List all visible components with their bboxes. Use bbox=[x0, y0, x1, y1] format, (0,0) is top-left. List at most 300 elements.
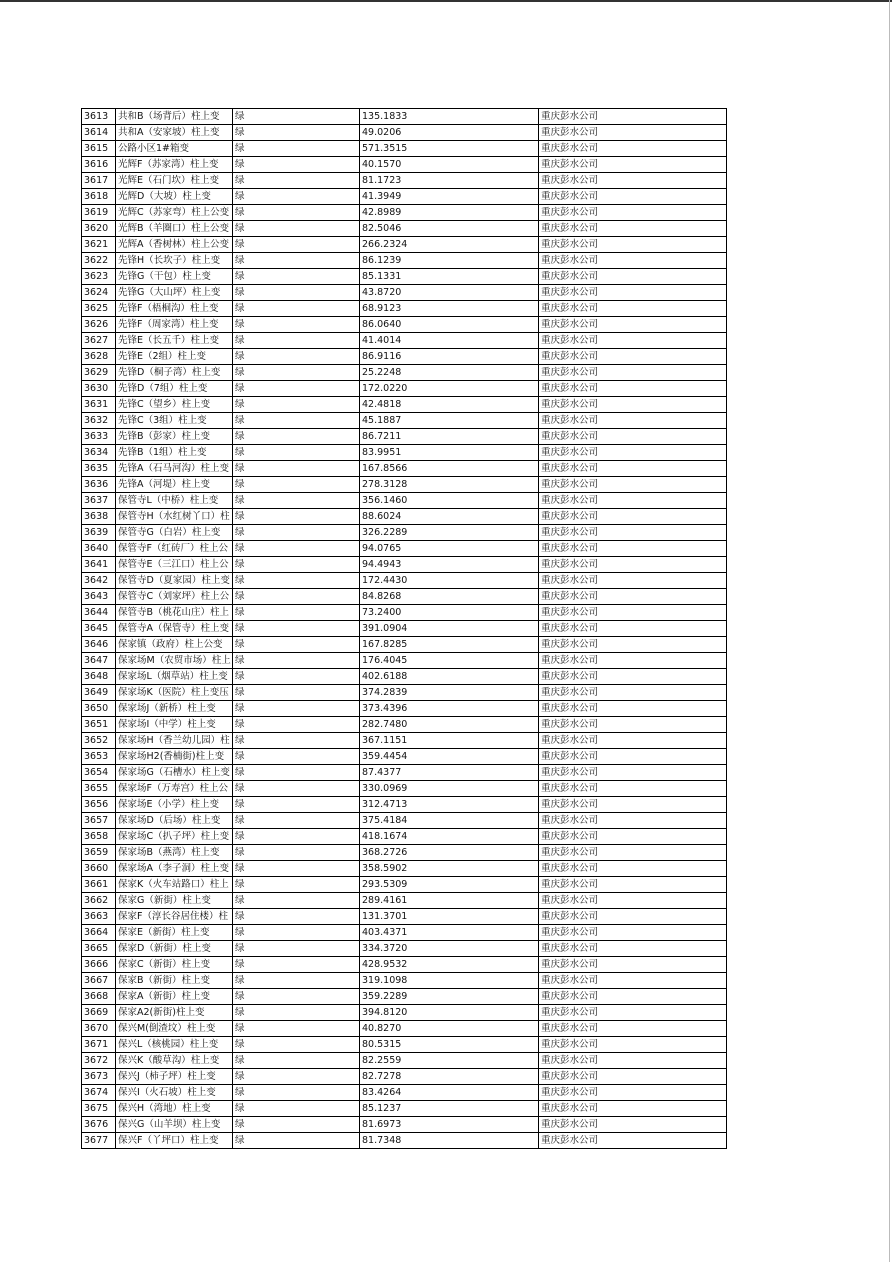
transformer-name-cell: 保兴M(倒渣坟）柱上变 bbox=[116, 1021, 233, 1037]
load-value-cell: 167.8285 bbox=[360, 637, 539, 653]
transformer-name-cell: 保管寺L（中桥）柱上变 bbox=[116, 493, 233, 509]
row-id-cell: 3643 bbox=[82, 589, 116, 605]
company-name-cell: 重庆彭水公司 bbox=[539, 285, 727, 301]
company-name-cell: 重庆彭水公司 bbox=[539, 157, 727, 173]
load-value-cell: 85.1237 bbox=[360, 1101, 539, 1117]
load-value-cell: 83.4264 bbox=[360, 1085, 539, 1101]
transformer-name-cell: 保兴F（丫坪口）柱上变 bbox=[116, 1133, 233, 1149]
row-id-cell: 3653 bbox=[82, 749, 116, 765]
status-color-cell: 绿 bbox=[233, 269, 360, 285]
row-id-cell: 3663 bbox=[82, 909, 116, 925]
transformer-name-cell: 保家场F（万寿宫）柱上公 bbox=[116, 781, 233, 797]
status-color-cell: 绿 bbox=[233, 397, 360, 413]
transformer-name-cell: 先锋E（2组）柱上变 bbox=[116, 349, 233, 365]
status-color-cell: 绿 bbox=[233, 797, 360, 813]
transformer-name-cell: 保兴L（核桃园）柱上变 bbox=[116, 1037, 233, 1053]
row-id-cell: 3673 bbox=[82, 1069, 116, 1085]
row-id-cell: 3622 bbox=[82, 253, 116, 269]
status-color-cell: 绿 bbox=[233, 381, 360, 397]
transformer-name-cell: 光辉C（苏家弯）柱上公变 bbox=[116, 205, 233, 221]
status-color-cell: 绿 bbox=[233, 253, 360, 269]
company-name-cell: 重庆彭水公司 bbox=[539, 877, 727, 893]
row-id-cell: 3665 bbox=[82, 941, 116, 957]
status-color-cell: 绿 bbox=[233, 1021, 360, 1037]
table-row bbox=[82, 237, 727, 253]
table-row bbox=[82, 973, 727, 989]
transformer-name-cell: 保家场M（农贸市场）柱上 bbox=[116, 653, 233, 669]
row-id-cell: 3615 bbox=[82, 141, 116, 157]
status-color-cell: 绿 bbox=[233, 173, 360, 189]
status-color-cell: 绿 bbox=[233, 669, 360, 685]
table-row bbox=[82, 381, 727, 397]
row-id-cell: 3633 bbox=[82, 429, 116, 445]
transformer-name-cell: 保家F（淳长谷居住楼）柱 bbox=[116, 909, 233, 925]
load-value-cell: 293.5309 bbox=[360, 877, 539, 893]
row-id-cell: 3625 bbox=[82, 301, 116, 317]
company-name-cell: 重庆彭水公司 bbox=[539, 269, 727, 285]
load-value-cell: 571.3515 bbox=[360, 141, 539, 157]
load-value-cell: 266.2324 bbox=[360, 237, 539, 253]
transformer-name-cell: 先锋H（长坎子）柱上变 bbox=[116, 253, 233, 269]
table-row bbox=[82, 781, 727, 797]
company-name-cell: 重庆彭水公司 bbox=[539, 973, 727, 989]
status-color-cell: 绿 bbox=[233, 1101, 360, 1117]
table-row bbox=[82, 349, 727, 365]
table-row bbox=[82, 989, 727, 1005]
row-id-cell: 3677 bbox=[82, 1133, 116, 1149]
status-color-cell: 绿 bbox=[233, 653, 360, 669]
table-row bbox=[82, 621, 727, 637]
load-value-cell: 359.2289 bbox=[360, 989, 539, 1005]
status-color-cell: 绿 bbox=[233, 781, 360, 797]
table-row bbox=[82, 1005, 727, 1021]
load-value-cell: 403.4371 bbox=[360, 925, 539, 941]
table-row bbox=[82, 493, 727, 509]
row-id-cell: 3628 bbox=[82, 349, 116, 365]
status-color-cell: 绿 bbox=[233, 941, 360, 957]
load-value-cell: 135.1833 bbox=[360, 109, 539, 125]
transformer-name-cell: 光辉B（羊圈口）柱上公变 bbox=[116, 221, 233, 237]
company-name-cell: 重庆彭水公司 bbox=[539, 861, 727, 877]
load-value-cell: 94.0765 bbox=[360, 541, 539, 557]
table-row bbox=[82, 157, 727, 173]
company-name-cell: 重庆彭水公司 bbox=[539, 477, 727, 493]
status-color-cell: 绿 bbox=[233, 541, 360, 557]
company-name-cell: 重庆彭水公司 bbox=[539, 1037, 727, 1053]
row-id-cell: 3638 bbox=[82, 509, 116, 525]
load-value-cell: 358.5902 bbox=[360, 861, 539, 877]
status-color-cell: 绿 bbox=[233, 429, 360, 445]
company-name-cell: 重庆彭水公司 bbox=[539, 205, 727, 221]
row-id-cell: 3637 bbox=[82, 493, 116, 509]
status-color-cell: 绿 bbox=[233, 109, 360, 125]
table-row bbox=[82, 653, 727, 669]
transformer-name-cell: 保管寺E（三江口）柱上公 bbox=[116, 557, 233, 573]
transformer-name-cell: 先锋G（干包）柱上变 bbox=[116, 269, 233, 285]
row-id-cell: 3635 bbox=[82, 461, 116, 477]
transformer-name-cell: 保管寺A（保管寺）柱上变 bbox=[116, 621, 233, 637]
company-name-cell: 重庆彭水公司 bbox=[539, 605, 727, 621]
transformer-name-cell: 保家K（火车站路口）柱上 bbox=[116, 877, 233, 893]
table-row bbox=[82, 557, 727, 573]
row-id-cell: 3624 bbox=[82, 285, 116, 301]
transformer-name-cell: 光辉F（苏家湾）柱上变 bbox=[116, 157, 233, 173]
company-name-cell: 重庆彭水公司 bbox=[539, 941, 727, 957]
status-color-cell: 绿 bbox=[233, 509, 360, 525]
load-value-cell: 40.1570 bbox=[360, 157, 539, 173]
load-value-cell: 172.0220 bbox=[360, 381, 539, 397]
load-value-cell: 40.8270 bbox=[360, 1021, 539, 1037]
status-color-cell: 绿 bbox=[233, 765, 360, 781]
status-color-cell: 绿 bbox=[233, 589, 360, 605]
status-color-cell: 绿 bbox=[233, 685, 360, 701]
table-row bbox=[82, 829, 727, 845]
row-id-cell: 3634 bbox=[82, 445, 116, 461]
status-color-cell: 绿 bbox=[233, 989, 360, 1005]
load-value-cell: 359.4454 bbox=[360, 749, 539, 765]
transformer-name-cell: 保家B（新街）柱上变 bbox=[116, 973, 233, 989]
status-color-cell: 绿 bbox=[233, 317, 360, 333]
load-value-cell: 94.4943 bbox=[360, 557, 539, 573]
table-row bbox=[82, 925, 727, 941]
row-id-cell: 3649 bbox=[82, 685, 116, 701]
transformer-name-cell: 公路小区1#箱变 bbox=[116, 141, 233, 157]
load-value-cell: 81.1723 bbox=[360, 173, 539, 189]
status-color-cell: 绿 bbox=[233, 301, 360, 317]
load-value-cell: 85.1331 bbox=[360, 269, 539, 285]
table-row bbox=[82, 1021, 727, 1037]
company-name-cell: 重庆彭水公司 bbox=[539, 525, 727, 541]
company-name-cell: 重庆彭水公司 bbox=[539, 797, 727, 813]
load-value-cell: 45.1887 bbox=[360, 413, 539, 429]
load-value-cell: 88.6024 bbox=[360, 509, 539, 525]
table-row bbox=[82, 461, 727, 477]
company-name-cell: 重庆彭水公司 bbox=[539, 1005, 727, 1021]
load-value-cell: 172.4430 bbox=[360, 573, 539, 589]
load-value-cell: 87.4377 bbox=[360, 765, 539, 781]
status-color-cell: 绿 bbox=[233, 221, 360, 237]
status-color-cell: 绿 bbox=[233, 1085, 360, 1101]
company-name-cell: 重庆彭水公司 bbox=[539, 365, 727, 381]
row-id-cell: 3674 bbox=[82, 1085, 116, 1101]
company-name-cell: 重庆彭水公司 bbox=[539, 253, 727, 269]
table-row bbox=[82, 877, 727, 893]
load-value-cell: 41.4014 bbox=[360, 333, 539, 349]
company-name-cell: 重庆彭水公司 bbox=[539, 781, 727, 797]
company-name-cell: 重庆彭水公司 bbox=[539, 829, 727, 845]
table-row bbox=[82, 317, 727, 333]
status-color-cell: 绿 bbox=[233, 717, 360, 733]
row-id-cell: 3630 bbox=[82, 381, 116, 397]
transformer-name-cell: 先锋D（7组）柱上变 bbox=[116, 381, 233, 397]
row-id-cell: 3662 bbox=[82, 893, 116, 909]
row-id-cell: 3617 bbox=[82, 173, 116, 189]
company-name-cell: 重庆彭水公司 bbox=[539, 189, 727, 205]
table-row bbox=[82, 765, 727, 781]
table-row bbox=[82, 205, 727, 221]
company-name-cell: 重庆彭水公司 bbox=[539, 621, 727, 637]
company-name-cell: 重庆彭水公司 bbox=[539, 669, 727, 685]
load-value-cell: 68.9123 bbox=[360, 301, 539, 317]
row-id-cell: 3659 bbox=[82, 845, 116, 861]
transformer-name-cell: 保家A（新街）柱上变 bbox=[116, 989, 233, 1005]
status-color-cell: 绿 bbox=[233, 829, 360, 845]
company-name-cell: 重庆彭水公司 bbox=[539, 429, 727, 445]
table-row bbox=[82, 861, 727, 877]
load-value-cell: 81.6973 bbox=[360, 1117, 539, 1133]
table-row bbox=[82, 909, 727, 925]
row-id-cell: 3616 bbox=[82, 157, 116, 173]
transformer-name-cell: 保家场K（医院）柱上变压 bbox=[116, 685, 233, 701]
table-row bbox=[82, 637, 727, 653]
table-row bbox=[82, 893, 727, 909]
company-name-cell: 重庆彭水公司 bbox=[539, 989, 727, 1005]
status-color-cell: 绿 bbox=[233, 845, 360, 861]
company-name-cell: 重庆彭水公司 bbox=[539, 765, 727, 781]
transformer-name-cell: 保家D（新街）柱上变 bbox=[116, 941, 233, 957]
load-value-cell: 330.0969 bbox=[360, 781, 539, 797]
row-id-cell: 3626 bbox=[82, 317, 116, 333]
transformer-name-cell: 保管寺C（刘家坪）柱上公 bbox=[116, 589, 233, 605]
table-row bbox=[82, 173, 727, 189]
load-value-cell: 80.5315 bbox=[360, 1037, 539, 1053]
transformer-name-cell: 保家G（新街）柱上变 bbox=[116, 893, 233, 909]
row-id-cell: 3623 bbox=[82, 269, 116, 285]
load-value-cell: 82.7278 bbox=[360, 1069, 539, 1085]
company-name-cell: 重庆彭水公司 bbox=[539, 573, 727, 589]
table-row bbox=[82, 253, 727, 269]
status-color-cell: 绿 bbox=[233, 605, 360, 621]
table-row bbox=[82, 733, 727, 749]
row-id-cell: 3671 bbox=[82, 1037, 116, 1053]
status-color-cell: 绿 bbox=[233, 925, 360, 941]
status-color-cell: 绿 bbox=[233, 973, 360, 989]
company-name-cell: 重庆彭水公司 bbox=[539, 221, 727, 237]
company-name-cell: 重庆彭水公司 bbox=[539, 333, 727, 349]
table-row bbox=[82, 269, 727, 285]
status-color-cell: 绿 bbox=[233, 1005, 360, 1021]
company-name-cell: 重庆彭水公司 bbox=[539, 445, 727, 461]
table-row bbox=[82, 749, 727, 765]
transformer-name-cell: 保家A2(新街)柱上变 bbox=[116, 1005, 233, 1021]
company-name-cell: 重庆彭水公司 bbox=[539, 925, 727, 941]
transformer-name-cell: 保家场H（香兰幼儿园）柱 bbox=[116, 733, 233, 749]
status-color-cell: 绿 bbox=[233, 125, 360, 141]
table-row bbox=[82, 685, 727, 701]
status-color-cell: 绿 bbox=[233, 877, 360, 893]
table-row bbox=[82, 365, 727, 381]
transformer-name-cell: 保兴H（湾地）柱上变 bbox=[116, 1101, 233, 1117]
load-value-cell: 356.1460 bbox=[360, 493, 539, 509]
page-top-border bbox=[0, 0, 892, 2]
transformer-name-cell: 保兴I（火石坡）柱上变 bbox=[116, 1085, 233, 1101]
load-value-cell: 25.2248 bbox=[360, 365, 539, 381]
company-name-cell: 重庆彭水公司 bbox=[539, 845, 727, 861]
load-value-cell: 81.7348 bbox=[360, 1133, 539, 1149]
company-name-cell: 重庆彭水公司 bbox=[539, 109, 727, 125]
load-value-cell: 334.3720 bbox=[360, 941, 539, 957]
table-row bbox=[82, 941, 727, 957]
transformer-name-cell: 先锋F（梧桐沟）柱上变 bbox=[116, 301, 233, 317]
company-name-cell: 重庆彭水公司 bbox=[539, 1021, 727, 1037]
row-id-cell: 3644 bbox=[82, 605, 116, 621]
transformer-name-cell: 保管寺B（桃花山庄）柱上 bbox=[116, 605, 233, 621]
load-value-cell: 82.5046 bbox=[360, 221, 539, 237]
company-name-cell: 重庆彭水公司 bbox=[539, 749, 727, 765]
table-row bbox=[82, 429, 727, 445]
transformer-name-cell: 先锋B（1组）柱上变 bbox=[116, 445, 233, 461]
row-id-cell: 3658 bbox=[82, 829, 116, 845]
transformer-name-cell: 保家场J（新桥）柱上变 bbox=[116, 701, 233, 717]
status-color-cell: 绿 bbox=[233, 157, 360, 173]
transformer-name-cell: 保家场E（小学）柱上变 bbox=[116, 797, 233, 813]
row-id-cell: 3620 bbox=[82, 221, 116, 237]
company-name-cell: 重庆彭水公司 bbox=[539, 397, 727, 413]
status-color-cell: 绿 bbox=[233, 493, 360, 509]
company-name-cell: 重庆彭水公司 bbox=[539, 125, 727, 141]
row-id-cell: 3621 bbox=[82, 237, 116, 253]
table-row bbox=[82, 605, 727, 621]
table-row bbox=[82, 285, 727, 301]
company-name-cell: 重庆彭水公司 bbox=[539, 461, 727, 477]
load-value-cell: 167.8566 bbox=[360, 461, 539, 477]
row-id-cell: 3654 bbox=[82, 765, 116, 781]
transformer-name-cell: 先锋D（桐子湾）柱上变 bbox=[116, 365, 233, 381]
company-name-cell: 重庆彭水公司 bbox=[539, 893, 727, 909]
load-value-cell: 374.2839 bbox=[360, 685, 539, 701]
transformer-name-cell: 保家场B（燕湾）柱上变 bbox=[116, 845, 233, 861]
load-value-cell: 326.2289 bbox=[360, 525, 539, 541]
status-color-cell: 绿 bbox=[233, 637, 360, 653]
table-row bbox=[82, 189, 727, 205]
status-color-cell: 绿 bbox=[233, 557, 360, 573]
row-id-cell: 3627 bbox=[82, 333, 116, 349]
row-id-cell: 3629 bbox=[82, 365, 116, 381]
table-row bbox=[82, 525, 727, 541]
load-value-cell: 42.4818 bbox=[360, 397, 539, 413]
table-row bbox=[82, 477, 727, 493]
status-color-cell: 绿 bbox=[233, 701, 360, 717]
load-value-cell: 82.2559 bbox=[360, 1053, 539, 1069]
row-id-cell: 3655 bbox=[82, 781, 116, 797]
table-row bbox=[82, 797, 727, 813]
status-color-cell: 绿 bbox=[233, 749, 360, 765]
status-color-cell: 绿 bbox=[233, 733, 360, 749]
load-value-cell: 319.1098 bbox=[360, 973, 539, 989]
row-id-cell: 3676 bbox=[82, 1117, 116, 1133]
load-value-cell: 394.8120 bbox=[360, 1005, 539, 1021]
row-id-cell: 3672 bbox=[82, 1053, 116, 1069]
status-color-cell: 绿 bbox=[233, 957, 360, 973]
table-row bbox=[82, 813, 727, 829]
load-value-cell: 73.2400 bbox=[360, 605, 539, 621]
load-value-cell: 86.1239 bbox=[360, 253, 539, 269]
table-row bbox=[82, 1101, 727, 1117]
row-id-cell: 3613 bbox=[82, 109, 116, 125]
company-name-cell: 重庆彭水公司 bbox=[539, 717, 727, 733]
row-id-cell: 3666 bbox=[82, 957, 116, 973]
company-name-cell: 重庆彭水公司 bbox=[539, 349, 727, 365]
status-color-cell: 绿 bbox=[233, 477, 360, 493]
status-color-cell: 绿 bbox=[233, 1037, 360, 1053]
load-value-cell: 391.0904 bbox=[360, 621, 539, 637]
transformer-name-cell: 先锋A（石马河沟）柱上变 bbox=[116, 461, 233, 477]
table-row bbox=[82, 541, 727, 557]
load-value-cell: 282.7480 bbox=[360, 717, 539, 733]
load-value-cell: 42.8989 bbox=[360, 205, 539, 221]
company-name-cell: 重庆彭水公司 bbox=[539, 381, 727, 397]
transformer-name-cell: 保家C（新街）柱上变 bbox=[116, 957, 233, 973]
load-value-cell: 375.4184 bbox=[360, 813, 539, 829]
status-color-cell: 绿 bbox=[233, 333, 360, 349]
row-id-cell: 3670 bbox=[82, 1021, 116, 1037]
row-id-cell: 3656 bbox=[82, 797, 116, 813]
table-row bbox=[82, 445, 727, 461]
load-value-cell: 86.7211 bbox=[360, 429, 539, 445]
table-row bbox=[82, 221, 727, 237]
status-color-cell: 绿 bbox=[233, 237, 360, 253]
status-color-cell: 绿 bbox=[233, 861, 360, 877]
load-value-cell: 84.8268 bbox=[360, 589, 539, 605]
row-id-cell: 3657 bbox=[82, 813, 116, 829]
company-name-cell: 重庆彭水公司 bbox=[539, 141, 727, 157]
load-value-cell: 373.4396 bbox=[360, 701, 539, 717]
status-color-cell: 绿 bbox=[233, 445, 360, 461]
company-name-cell: 重庆彭水公司 bbox=[539, 1053, 727, 1069]
transformer-name-cell: 保家场G（石槽水）柱上变 bbox=[116, 765, 233, 781]
company-name-cell: 重庆彭水公司 bbox=[539, 653, 727, 669]
table-row bbox=[82, 845, 727, 861]
status-color-cell: 绿 bbox=[233, 1133, 360, 1149]
row-id-cell: 3675 bbox=[82, 1101, 116, 1117]
status-color-cell: 绿 bbox=[233, 189, 360, 205]
table-body bbox=[82, 109, 727, 1149]
company-name-cell: 重庆彭水公司 bbox=[539, 1101, 727, 1117]
transformer-table bbox=[81, 108, 727, 1149]
row-id-cell: 3645 bbox=[82, 621, 116, 637]
transformer-name-cell: 保管寺F（红砖厂）柱上公 bbox=[116, 541, 233, 557]
transformer-name-cell: 共和A（安家坡）柱上变 bbox=[116, 125, 233, 141]
transformer-name-cell: 保家E（新街）柱上变 bbox=[116, 925, 233, 941]
row-id-cell: 3618 bbox=[82, 189, 116, 205]
table-row bbox=[82, 301, 727, 317]
company-name-cell: 重庆彭水公司 bbox=[539, 1133, 727, 1149]
load-value-cell: 176.4045 bbox=[360, 653, 539, 669]
status-color-cell: 绿 bbox=[233, 813, 360, 829]
company-name-cell: 重庆彭水公司 bbox=[539, 237, 727, 253]
table-row bbox=[82, 669, 727, 685]
row-id-cell: 3667 bbox=[82, 973, 116, 989]
row-id-cell: 3614 bbox=[82, 125, 116, 141]
company-name-cell: 重庆彭水公司 bbox=[539, 733, 727, 749]
table-row bbox=[82, 1053, 727, 1069]
status-color-cell: 绿 bbox=[233, 525, 360, 541]
load-value-cell: 312.4713 bbox=[360, 797, 539, 813]
transformer-name-cell: 保家场C（扒子坪）柱上变 bbox=[116, 829, 233, 845]
table-row bbox=[82, 717, 727, 733]
row-id-cell: 3651 bbox=[82, 717, 116, 733]
status-color-cell: 绿 bbox=[233, 621, 360, 637]
page-right-border bbox=[889, 0, 890, 1262]
status-color-cell: 绿 bbox=[233, 141, 360, 157]
transformer-name-cell: 保家场H2(香楠街)柱上变 bbox=[116, 749, 233, 765]
transformer-name-cell: 保兴K（酸草沟）柱上变 bbox=[116, 1053, 233, 1069]
table-row bbox=[82, 397, 727, 413]
load-value-cell: 49.0206 bbox=[360, 125, 539, 141]
row-id-cell: 3642 bbox=[82, 573, 116, 589]
transformer-name-cell: 保家场D（后场）柱上变 bbox=[116, 813, 233, 829]
company-name-cell: 重庆彭水公司 bbox=[539, 541, 727, 557]
